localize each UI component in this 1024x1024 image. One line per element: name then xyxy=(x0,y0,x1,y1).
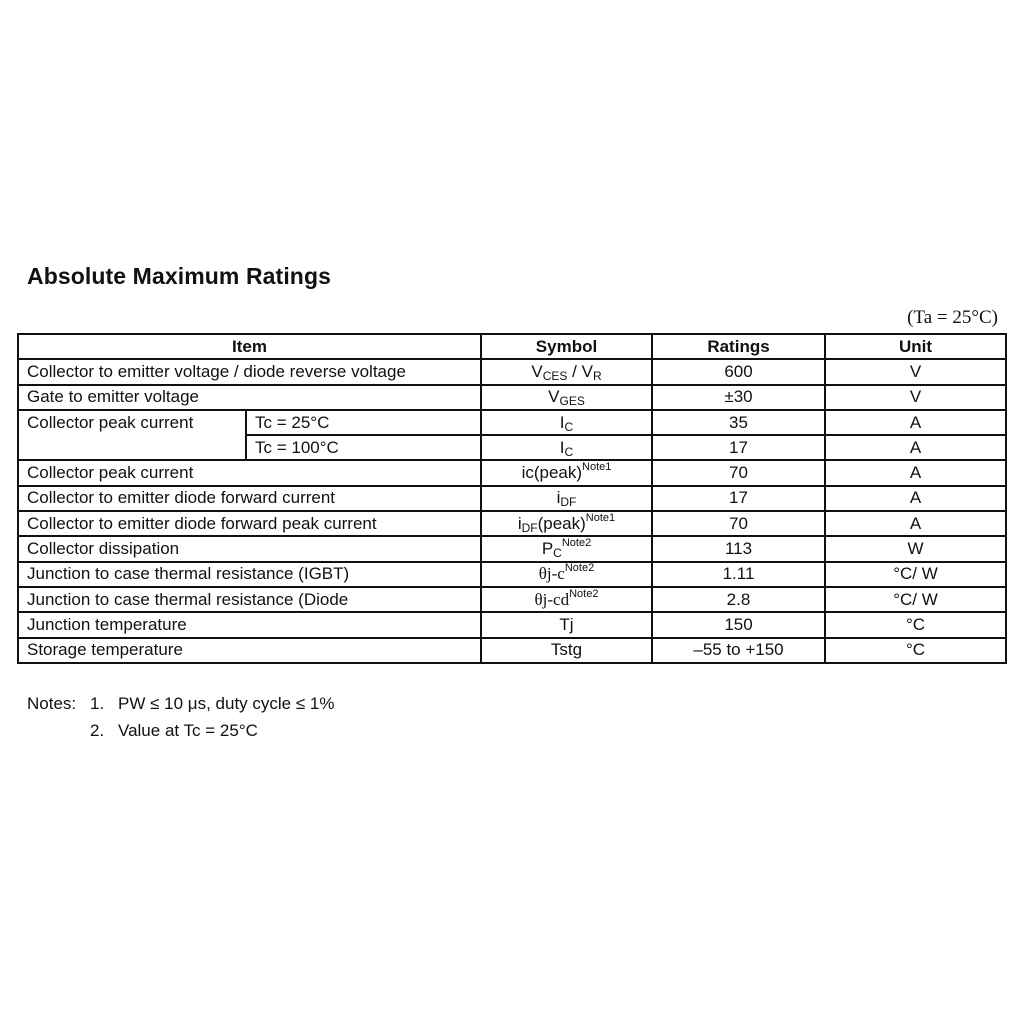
rating-cell: –55 to +150 xyxy=(652,638,825,663)
symbol-subscript: C xyxy=(553,546,562,561)
unit-cell: °C xyxy=(825,612,1006,637)
item-cell: Junction to case thermal resistance (IGBT) xyxy=(18,562,481,587)
rating-cell: 600 xyxy=(652,359,825,384)
symbol-text: i xyxy=(517,513,522,533)
item-cell: Collector to emitter voltage / diode reverse voltage xyxy=(18,359,481,384)
note-number: 2. xyxy=(90,721,105,740)
symbol-text: θj-c xyxy=(538,564,565,584)
unit-cell: °C/ W xyxy=(825,587,1006,612)
symbol-text: i xyxy=(556,488,561,508)
unit-cell: A xyxy=(825,435,1006,460)
note-text: PW ≤ 10 μs, duty cycle ≤ 1% xyxy=(118,694,335,713)
symbol-text: θj-cd xyxy=(534,589,570,609)
symbol-cell xyxy=(481,435,652,460)
rating-cell: 1.11 xyxy=(652,562,825,587)
note-number: 1. xyxy=(90,694,105,713)
symbol-text: P xyxy=(541,539,554,559)
item-cell: Storage temperature xyxy=(18,638,481,663)
symbol-subscript: DF xyxy=(521,520,538,535)
symbol-text: / V xyxy=(567,361,593,381)
symbol-cell xyxy=(481,385,652,410)
symbol-note: Note2 xyxy=(569,587,599,600)
condition-cell: Tc = 25°C xyxy=(246,410,481,435)
unit-cell: V xyxy=(825,359,1006,384)
note-line xyxy=(27,717,334,744)
rating-cell: 2.8 xyxy=(652,587,825,612)
note-line xyxy=(27,690,334,717)
unit-cell: °C xyxy=(825,638,1006,663)
symbol-cell xyxy=(481,562,652,587)
symbol-note: Note2 xyxy=(561,537,592,550)
notes-section xyxy=(27,690,334,744)
symbol-subscript: DF xyxy=(560,495,577,510)
symbol-cell xyxy=(481,359,652,384)
table-row xyxy=(18,359,1006,384)
symbol-note: Note1 xyxy=(585,511,616,524)
symbol-subscript: R xyxy=(592,368,602,383)
section-title: Absolute Maximum Ratings xyxy=(27,263,331,289)
notes-label: Notes: xyxy=(27,694,77,713)
symbol-cell xyxy=(481,587,652,612)
symbol-text: (peak) xyxy=(537,513,586,533)
item-cell: Collector to emitter diode forward peak current xyxy=(18,511,481,536)
item-cell: Collector peak current xyxy=(18,460,481,485)
table-row xyxy=(18,612,1006,637)
unit-cell: W xyxy=(825,536,1006,561)
table-header-row xyxy=(18,334,1006,359)
header-ratings: Ratings xyxy=(652,334,825,359)
table-row xyxy=(18,562,1006,587)
symbol-subscript: C xyxy=(564,444,574,459)
unit-cell: A xyxy=(825,486,1006,511)
rating-cell: 70 xyxy=(652,460,825,485)
ambient-condition: (Ta = 25°C) xyxy=(907,307,998,328)
table-row xyxy=(18,486,1006,511)
symbol-cell xyxy=(481,486,652,511)
symbol-cell xyxy=(481,536,652,561)
item-cell: Collector peak current xyxy=(18,410,246,461)
item-cell: Junction to case thermal resistance (Diode xyxy=(18,587,481,612)
symbol-subscript: C xyxy=(564,419,574,434)
table-row xyxy=(18,536,1006,561)
symbol-subscript: CES xyxy=(542,368,568,383)
symbol-cell xyxy=(481,638,652,663)
rating-cell: 150 xyxy=(652,612,825,637)
symbol-text: Tstg xyxy=(550,640,583,660)
item-cell: Collector to emitter diode forward current xyxy=(18,486,481,511)
symbol-text: I xyxy=(559,437,565,457)
rating-cell: ±30 xyxy=(652,385,825,410)
table-row xyxy=(18,410,1006,435)
unit-cell: V xyxy=(825,385,1006,410)
table-row xyxy=(18,587,1006,612)
rating-cell: 17 xyxy=(652,486,825,511)
header-item: Item xyxy=(18,334,481,359)
item-cell: Gate to emitter voltage xyxy=(18,385,481,410)
unit-cell: A xyxy=(825,460,1006,485)
rating-cell: 35 xyxy=(652,410,825,435)
rating-cell: 113 xyxy=(652,536,825,561)
rating-cell: 17 xyxy=(652,435,825,460)
header-unit: Unit xyxy=(825,334,1006,359)
absolute-max-ratings-table xyxy=(17,333,1007,664)
unit-cell: A xyxy=(825,410,1006,435)
item-cell: Junction temperature xyxy=(18,612,481,637)
symbol-text: V xyxy=(548,387,560,407)
condition-cell: Tc = 100°C xyxy=(246,435,481,460)
symbol-cell xyxy=(481,460,652,485)
symbol-text: ic(peak) xyxy=(521,463,583,483)
symbol-cell xyxy=(481,511,652,536)
unit-cell: A xyxy=(825,511,1006,536)
symbol-note: Note1 xyxy=(582,461,612,474)
symbol-text: Tj xyxy=(559,614,574,634)
note-text: Value at Tc = 25°C xyxy=(118,721,258,740)
item-cell: Collector dissipation xyxy=(18,536,481,561)
unit-cell: °C/ W xyxy=(825,562,1006,587)
header-symbol: Symbol xyxy=(481,334,652,359)
symbol-text: I xyxy=(559,412,565,432)
table-row xyxy=(18,385,1006,410)
rating-cell: 70 xyxy=(652,511,825,536)
symbol-cell xyxy=(481,410,652,435)
table-row xyxy=(18,460,1006,485)
symbol-subscript: GES xyxy=(559,394,585,409)
table-row xyxy=(18,638,1006,663)
table-row xyxy=(18,511,1006,536)
symbol-text: V xyxy=(531,361,543,381)
symbol-cell xyxy=(481,612,652,637)
symbol-note: Note2 xyxy=(564,562,595,575)
